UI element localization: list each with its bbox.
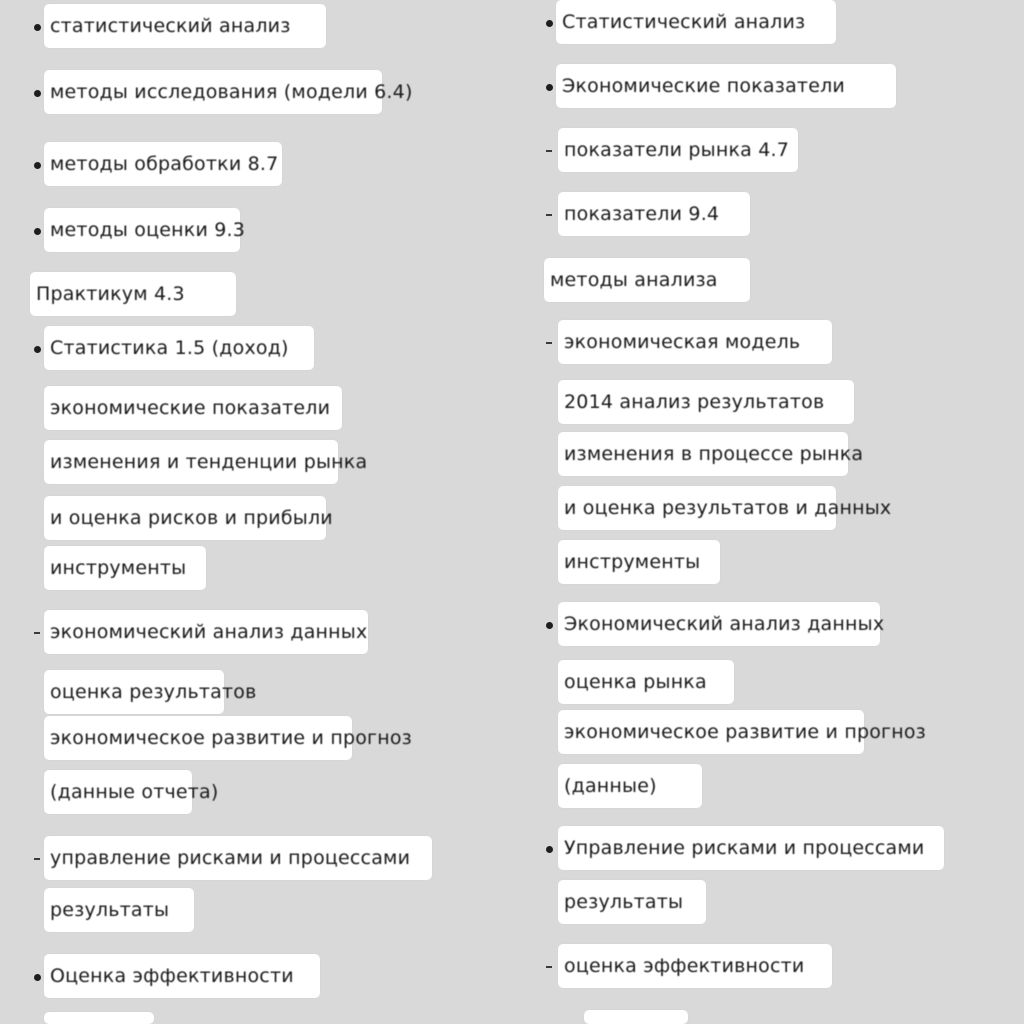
list-item-text: Статистика 1.5 (доход): [50, 337, 289, 359]
list-item-text: экономическое развитие и прогноз: [50, 727, 412, 749]
list-item-text: методы анализа: [550, 269, 718, 291]
list-item-text: методы оценки 9.3: [50, 219, 246, 241]
bullet-icon: [546, 622, 553, 629]
list-item-text: результаты: [50, 899, 170, 921]
dash-icon: [546, 150, 552, 152]
list-item-text: изменения в процессе рынка: [564, 443, 864, 465]
bullet-icon: [546, 846, 553, 853]
dash-icon: [34, 858, 40, 860]
cut-off-item: [584, 1010, 688, 1024]
list-item-text: показатели рынка 4.7: [564, 139, 790, 161]
list-item-text: Оценка эффективности: [50, 965, 294, 987]
bullet-icon: [546, 20, 553, 27]
list-item-text: методы исследования (модели 6.4): [50, 81, 413, 103]
bullet-icon: [34, 228, 41, 235]
dash-icon: [546, 966, 552, 968]
list-item-text: и оценка результатов и данных: [564, 497, 892, 519]
list-item-text: управление рисками и процессами: [50, 847, 411, 869]
list-item-text: методы обработки 8.7: [50, 153, 279, 175]
list-item-text: Управление рисками и процессами: [564, 837, 925, 859]
list-item-text: (данные): [564, 775, 657, 797]
list-item-text: инструменты: [564, 551, 701, 573]
list-item-text: экономическая модель: [564, 331, 801, 353]
cut-off-item: [44, 1012, 154, 1024]
dash-icon: [546, 214, 552, 216]
list-item-text: оценка эффективности: [564, 955, 805, 977]
list-item-text: Практикум 4.3: [36, 283, 185, 305]
dash-icon: [34, 632, 40, 634]
list-item-text: оценка рынка: [564, 671, 707, 693]
dash-icon: [546, 342, 552, 344]
list-item-text: экономическое развитие и прогноз: [564, 721, 926, 743]
bullet-icon: [34, 90, 41, 97]
list-item-text: экономические показатели: [50, 397, 331, 419]
list-item-text: экономический анализ данных: [50, 621, 368, 643]
list-item-text: Экономический анализ данных: [564, 613, 885, 635]
list-item-text: (данные отчета): [50, 781, 219, 803]
list-item-text: показатели 9.4: [564, 203, 720, 225]
list-item-text: и оценка рисков и прибыли: [50, 507, 333, 529]
list-item-text: статистический анализ: [50, 15, 291, 37]
bullet-icon: [34, 24, 41, 31]
list-item-text: Экономические показатели: [562, 75, 845, 97]
list-item-text: 2014 анализ результатов: [564, 391, 825, 413]
right-list: [512, 0, 1024, 1024]
bullet-icon: [546, 84, 553, 91]
list-item-text: инструменты: [50, 557, 187, 579]
bullet-icon: [34, 974, 41, 981]
list-item-text: результаты: [564, 891, 684, 913]
list-item-text: Статистический анализ: [562, 11, 806, 33]
list-item-text: оценка результатов: [50, 681, 257, 703]
list-item-text: изменения и тенденции рынка: [50, 451, 368, 473]
bullet-icon: [34, 162, 41, 169]
bullet-icon: [34, 346, 41, 353]
